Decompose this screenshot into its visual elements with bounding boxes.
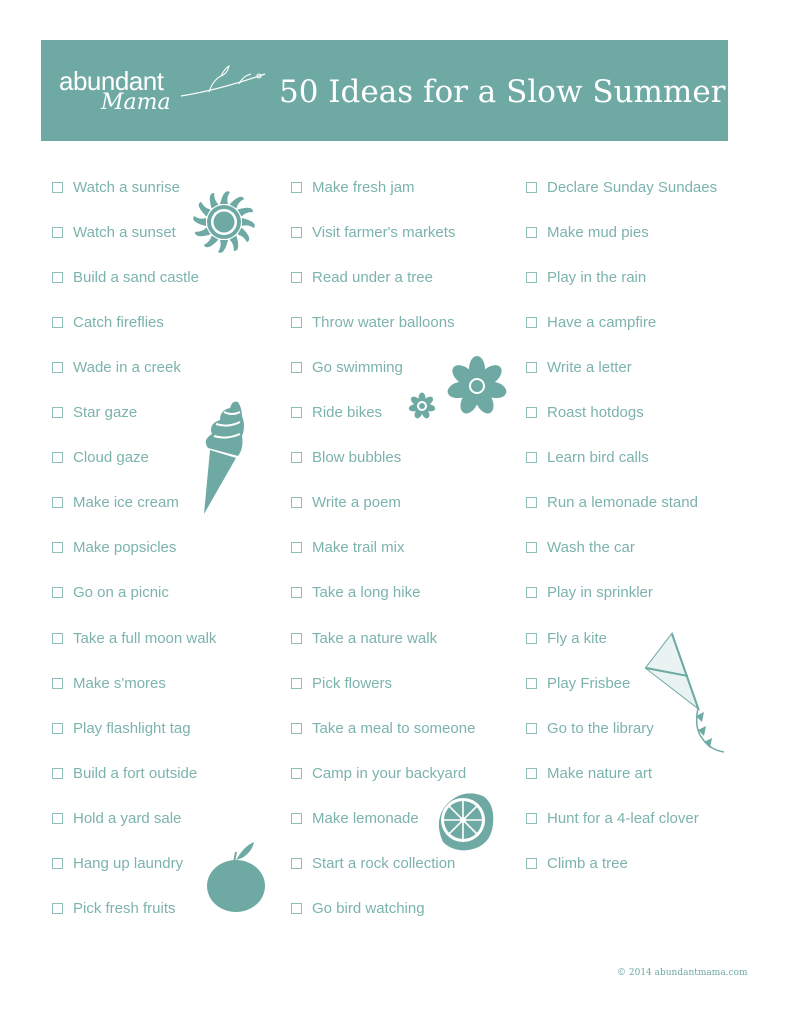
checkbox[interactable] (52, 182, 63, 193)
ice-cream-cone-icon (196, 400, 248, 518)
checklist-item[interactable] (52, 536, 176, 560)
checklist-item[interactable] (52, 446, 149, 470)
page-title: 50 Ideas for a Slow Summer (279, 74, 726, 110)
checklist-item-label: Catch fireflies (73, 313, 164, 331)
checkbox[interactable] (526, 587, 537, 598)
logo-main-text: abundant (59, 66, 164, 96)
checklist-item[interactable] (291, 581, 420, 605)
checklist-item-label: Go swimming (312, 358, 403, 376)
copyright-text: © 2014 abundantmama.com (617, 968, 748, 978)
checkbox[interactable] (291, 407, 302, 418)
checklist-item[interactable] (52, 220, 176, 244)
checklist-item[interactable] (526, 581, 653, 605)
checklist-item[interactable] (291, 401, 382, 425)
checklist-item-label: Declare Sunday Sundaes (547, 178, 718, 196)
checkbox[interactable] (291, 362, 302, 373)
checkbox[interactable] (52, 587, 63, 598)
checkbox[interactable] (526, 678, 537, 689)
checklist-item[interactable] (291, 491, 401, 515)
checkbox[interactable] (52, 903, 63, 914)
checkbox[interactable] (52, 678, 63, 689)
apple-icon (204, 838, 268, 914)
checklist-item-label: Make trail mix (312, 539, 405, 557)
checklist-item[interactable] (291, 536, 405, 560)
checkbox[interactable] (526, 317, 537, 328)
checklist-item[interactable] (291, 852, 455, 876)
checkbox[interactable] (52, 858, 63, 869)
checkbox[interactable] (291, 768, 302, 779)
checklist-item[interactable] (526, 671, 630, 695)
checklist-item-label: Run a lemonade stand (547, 494, 698, 512)
checklist-item[interactable] (52, 626, 216, 650)
checklist-item[interactable] (52, 581, 169, 605)
checklist-item[interactable] (52, 265, 199, 289)
checklist-item-label: Make fresh jam (312, 178, 415, 196)
checkbox[interactable] (526, 362, 537, 373)
checkbox[interactable] (291, 813, 302, 824)
checklist-item-label: Read under a tree (312, 268, 433, 286)
checklist-item[interactable] (526, 310, 656, 334)
checklist-item-label: Take a full moon walk (73, 629, 217, 647)
checkbox[interactable] (52, 497, 63, 508)
checkbox[interactable] (526, 542, 537, 553)
checkbox[interactable] (526, 227, 537, 238)
checklist-item[interactable] (52, 806, 181, 830)
checklist-item-label: Have a campfire (547, 313, 657, 331)
checklist-item[interactable] (526, 220, 649, 244)
checklist-item-label: Star gaze (73, 404, 138, 421)
kite-icon (644, 632, 734, 760)
checklist-item-label: Wash the car (547, 539, 635, 557)
checkbox[interactable] (526, 497, 537, 508)
checklist-item-label: Wade in a creek (73, 358, 181, 376)
checklist-item-label: Play flashlight tag (73, 719, 191, 737)
checklist-item-label: Watch a sunset (73, 223, 176, 241)
checkbox[interactable] (291, 227, 302, 238)
checklist-item[interactable] (52, 401, 137, 425)
logo-sub-text: Mama (101, 90, 171, 115)
flower-icon (405, 350, 515, 424)
checkbox[interactable] (52, 227, 63, 238)
checklist-item-label: Blow bubbles (312, 449, 402, 467)
checklist-item[interactable] (526, 761, 652, 785)
lemon-slice-icon (433, 790, 495, 854)
checklist-item[interactable] (526, 806, 699, 830)
checklist-item-label: Climb a tree (547, 855, 628, 872)
checkbox[interactable] (526, 633, 537, 644)
checkbox[interactable] (291, 317, 302, 328)
checklist-item-label: Take a nature walk (312, 629, 438, 647)
checklist-item-label: Visit farmer's markets (312, 223, 456, 241)
checklist-item-label: Camp in your backyard (312, 764, 467, 782)
checkbox[interactable] (52, 633, 63, 644)
checkbox[interactable] (291, 182, 302, 193)
checklist-item-label: Play in sprinkler (547, 584, 653, 602)
checkbox[interactable] (526, 452, 537, 463)
checklist-item[interactable] (526, 716, 654, 740)
checkbox[interactable] (291, 723, 302, 734)
checklist-item[interactable] (52, 491, 179, 515)
checklist-item[interactable] (291, 220, 455, 244)
checklist-item-label: Make mud pies (547, 223, 649, 241)
sprig-icon (179, 62, 269, 102)
checkbox[interactable] (526, 723, 537, 734)
checklist-item[interactable] (52, 897, 176, 921)
checklist-item[interactable] (526, 626, 607, 650)
checkbox[interactable] (52, 452, 63, 463)
checklist-item-label: Learn bird calls (547, 449, 649, 467)
checkbox[interactable] (526, 182, 537, 193)
checkbox[interactable] (52, 407, 63, 418)
checklist-item-label: Start a rock collection (312, 855, 456, 872)
checklist-item-label: Pick flowers (312, 674, 393, 692)
checkbox[interactable] (526, 858, 537, 869)
checklist-item-label: Build a fort outside (73, 764, 198, 782)
checklist-item[interactable] (52, 355, 181, 379)
checklist-item[interactable] (526, 491, 698, 515)
checklist-item[interactable] (526, 401, 644, 425)
checklist-item[interactable] (52, 761, 197, 785)
checklist-item-label: Take a meal to someone (312, 719, 476, 737)
checkbox[interactable] (52, 723, 63, 734)
checklist-item[interactable] (52, 175, 180, 199)
checklist-item-label: Make nature art (547, 764, 653, 782)
checklist-item-label: Pick fresh fruits (73, 900, 176, 918)
checklist-item-label: Play in the rain (547, 268, 647, 286)
checklist-item-label: Roast hotdogs (547, 404, 644, 421)
checkbox[interactable] (291, 633, 302, 644)
checkbox[interactable] (291, 903, 302, 914)
checkbox[interactable] (52, 768, 63, 779)
checkbox[interactable] (526, 813, 537, 824)
checklist-item-label: Build a sand castle (73, 268, 199, 286)
checklist-item[interactable] (291, 265, 433, 289)
checklist-item-label: Take a long hike (312, 584, 421, 602)
checklist-item-label: Go on a picnic (73, 584, 169, 602)
checklist-item-label: Watch a sunrise (73, 178, 180, 196)
checkbox[interactable] (52, 272, 63, 283)
checklist-item-label: Throw water balloons (312, 313, 455, 331)
checkbox[interactable] (291, 452, 302, 463)
checklist-item[interactable] (291, 175, 415, 199)
checklist-item-label: Go bird watching (312, 900, 425, 918)
checkbox[interactable] (526, 272, 537, 283)
checklist-item-label: Write a poem (312, 494, 401, 512)
checkbox[interactable] (291, 678, 302, 689)
checklist-item-label: Play Frisbee (547, 674, 631, 692)
checklist-item[interactable] (291, 671, 392, 695)
checklist-item-label: Hunt for a 4-leaf clover (547, 809, 699, 827)
checklist-item[interactable] (291, 355, 403, 379)
header-banner (41, 40, 728, 141)
checklist-item-label: Make lemonade (312, 809, 419, 827)
checklist-item[interactable] (291, 446, 401, 470)
checkbox[interactable] (52, 542, 63, 553)
checklist-item-label: Make s'mores (73, 674, 166, 692)
checklist-item[interactable] (291, 716, 475, 740)
checklist-item-label: Go to the library (547, 719, 654, 737)
checkbox[interactable] (291, 542, 302, 553)
checkbox[interactable] (526, 768, 537, 779)
checklist-item-label: Make popsicles (73, 539, 177, 557)
checklist-item[interactable] (291, 761, 466, 785)
checklist-item-label: Cloud gaze (73, 449, 149, 467)
checklist-item[interactable] (52, 716, 191, 740)
checklist-item[interactable] (526, 355, 632, 379)
checklist-item[interactable] (52, 852, 183, 876)
checkbox[interactable] (291, 272, 302, 283)
checklist-item-label: Ride bikes (312, 404, 383, 421)
checklist-item[interactable] (52, 310, 164, 334)
checklist-item[interactable] (526, 446, 649, 470)
sun-icon (192, 190, 256, 254)
checklist-item[interactable] (291, 806, 419, 830)
checklist-item[interactable] (291, 897, 425, 921)
checklist-item-label: Hold a yard sale (73, 809, 182, 827)
checkbox[interactable] (52, 362, 63, 373)
checklist-item-label: Fly a kite (547, 629, 608, 647)
checklist-item[interactable] (52, 671, 166, 695)
checklist-item[interactable] (526, 265, 646, 289)
logo (59, 62, 259, 122)
checklist-item[interactable] (526, 536, 635, 560)
checklist-item[interactable] (526, 175, 717, 199)
checkbox[interactable] (52, 813, 63, 824)
checklist-item-label: Write a letter (547, 358, 632, 376)
checkbox[interactable] (526, 407, 537, 418)
checklist-item-label: Make ice cream (73, 494, 179, 512)
checkbox[interactable] (291, 497, 302, 508)
checkbox[interactable] (291, 858, 302, 869)
checkbox[interactable] (52, 317, 63, 328)
checklist-item-label: Hang up laundry (73, 855, 184, 872)
checklist-item[interactable] (291, 626, 437, 650)
checklist-item[interactable] (526, 852, 628, 876)
checklist-item[interactable] (291, 310, 455, 334)
checkbox[interactable] (291, 587, 302, 598)
